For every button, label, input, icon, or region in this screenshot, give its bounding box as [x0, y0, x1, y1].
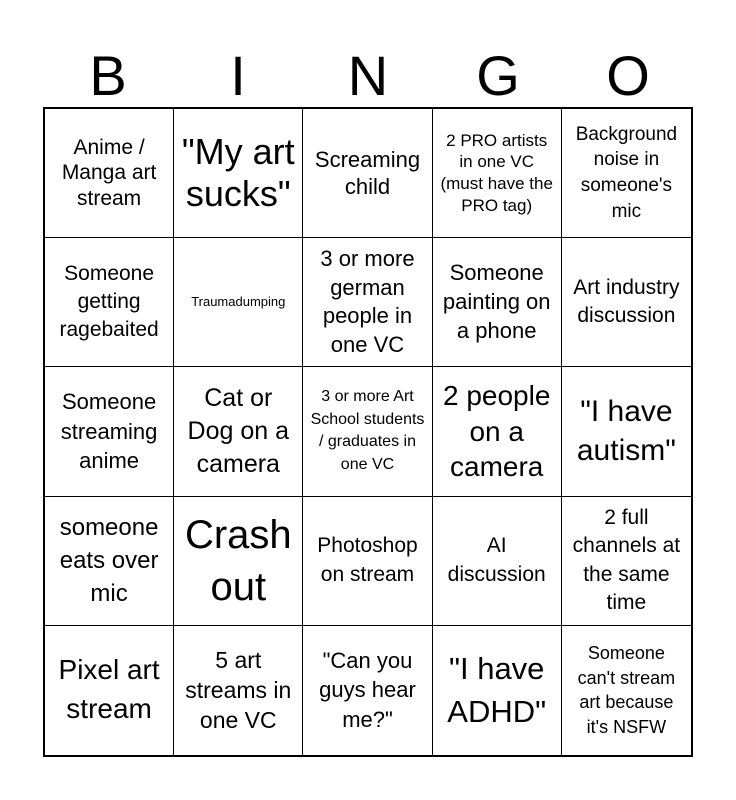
bingo-cell-text: "Can you guys hear me?"	[319, 647, 416, 733]
bingo-cell[interactable]	[45, 238, 174, 367]
bingo-cell[interactable]	[303, 238, 432, 367]
bingo-cell-text: "I have autism"	[576, 394, 676, 468]
bingo-cell-text: Someone painting on a phone	[442, 260, 551, 343]
header-letter-o: O	[606, 44, 650, 107]
bingo-cell[interactable]	[303, 109, 432, 238]
bingo-cell-text: "I have ADHD"	[447, 651, 547, 730]
bingo-cell[interactable]	[174, 109, 303, 238]
bingo-cell[interactable]	[45, 626, 174, 755]
bingo-cell[interactable]	[45, 109, 174, 238]
bingo-cell-text: Someone streaming anime	[60, 388, 158, 474]
bingo-cell[interactable]	[562, 626, 691, 755]
bingo-cell[interactable]	[433, 497, 562, 626]
bingo-cell-text: Screaming child	[314, 146, 421, 200]
header-letter-i: I	[230, 44, 246, 107]
bingo-cell-text: Photoshop on stream	[317, 533, 418, 586]
bingo-cell-text: Cat or Dog on a camera	[187, 383, 290, 479]
bingo-cell-text: Art industry discussion	[573, 275, 680, 328]
header-letter-g: G	[476, 44, 520, 107]
bingo-cell[interactable]	[433, 367, 562, 496]
bingo-board	[43, 107, 693, 757]
bingo-cell[interactable]	[562, 497, 691, 626]
bingo-cell-text: Pixel art stream	[58, 654, 160, 725]
bingo-cell-text: Someone can't stream art because it's NSFW	[577, 643, 676, 737]
header-letter-n: N	[347, 44, 389, 107]
bingo-cell-text: AI discussion	[447, 533, 546, 586]
bingo-cell-text: 2 people on a camera	[442, 380, 551, 483]
bingo-cell[interactable]	[562, 109, 691, 238]
bingo-cell-text: 5 art streams in one VC	[185, 647, 292, 734]
bingo-cell[interactable]	[433, 238, 562, 367]
bingo-cell-text: Anime / Manga art stream	[61, 135, 157, 210]
bingo-cell[interactable]	[303, 497, 432, 626]
bingo-cell[interactable]	[174, 497, 303, 626]
bingo-cell[interactable]	[303, 367, 432, 496]
bingo-cell-text: Traumadumping	[191, 294, 286, 310]
bingo-cell[interactable]	[433, 109, 562, 238]
bingo-cell-text: 2 PRO artists in one VC (must have the PRO tag)	[440, 130, 553, 215]
bingo-cell[interactable]	[174, 238, 303, 367]
bingo-cell[interactable]	[174, 367, 303, 496]
bingo-cell-text: 3 or more german people in one VC	[320, 246, 415, 357]
bingo-cell-text: 2 full channels at the same time	[572, 506, 681, 615]
bingo-cell[interactable]	[45, 497, 174, 626]
bingo-cell-text: Crash out	[184, 512, 292, 609]
bingo-cell-text: someone eats over mic	[59, 514, 159, 608]
bingo-cell-text: Background noise in someone's mic	[575, 123, 678, 222]
bingo-cell[interactable]	[433, 626, 562, 755]
header-letter-b: B	[89, 44, 127, 107]
bingo-header	[43, 44, 693, 108]
bingo-cell[interactable]	[562, 238, 691, 367]
bingo-cell[interactable]	[562, 367, 691, 496]
bingo-cell[interactable]	[303, 626, 432, 755]
bingo-cell-text: Someone getting ragebaited	[59, 261, 159, 342]
bingo-cell-text: "My art sucks"	[181, 130, 295, 215]
bingo-cell[interactable]	[45, 367, 174, 496]
bingo-cell-text: 3 or more Art School students / graduates in one VC	[310, 388, 425, 474]
bingo-cell[interactable]	[174, 626, 303, 755]
